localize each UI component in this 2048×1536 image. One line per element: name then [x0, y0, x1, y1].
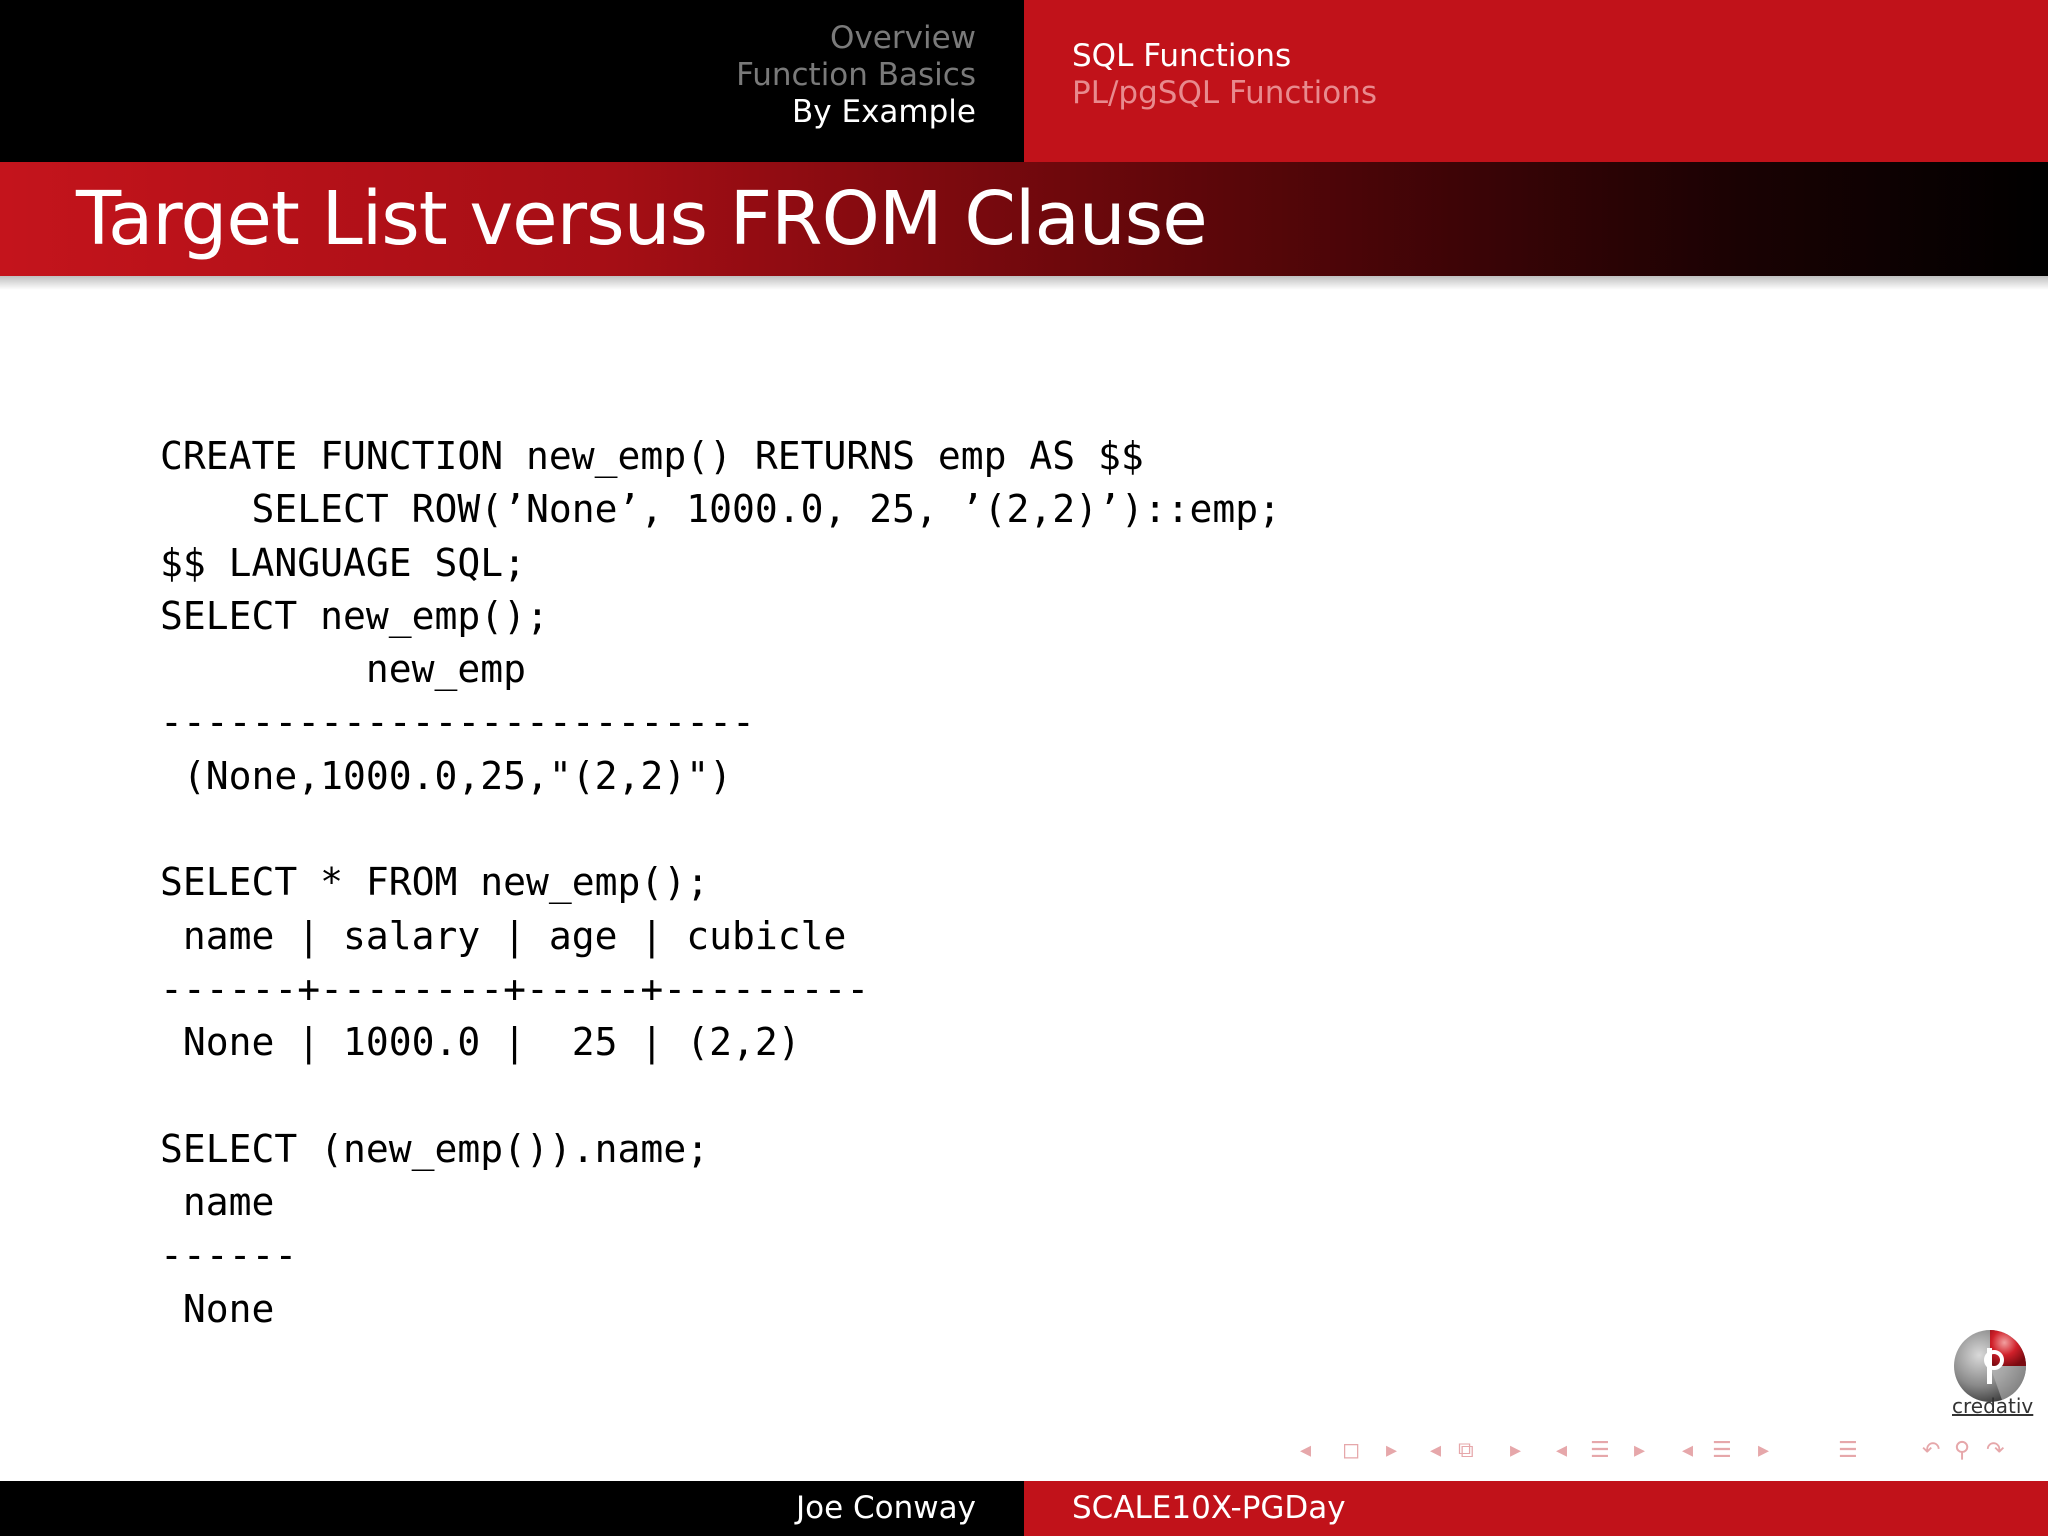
- title-bar: [0, 162, 2048, 276]
- code-line: new_emp: [160, 647, 527, 692]
- code-line: SELECT new_emp();: [160, 593, 549, 638]
- code-line: (None,1000.0,25,"(2,2)"): [160, 753, 732, 798]
- code-line: SELECT * FROM new_emp();: [160, 860, 710, 905]
- appendix-icon[interactable]: ☰: [1838, 1438, 1858, 1463]
- code-line: ------+--------+-----+---------: [160, 966, 870, 1011]
- footer-author: Joe Conway: [796, 1490, 976, 1526]
- forward-icon[interactable]: ↷: [1986, 1438, 2005, 1463]
- subsection-prev-icon[interactable]: ◂: [1430, 1438, 1442, 1463]
- footer-author-box: [0, 1481, 1024, 1536]
- code-line: [160, 803, 1281, 856]
- nav-section-function-basics[interactable]: Function Basics: [736, 57, 976, 93]
- subsection-navigation: [1024, 0, 2048, 162]
- footer-event: SCALE10X-PGDay: [1072, 1490, 1346, 1526]
- frame-icon[interactable]: ◻: [1342, 1438, 1361, 1463]
- nav-subsection-sql-functions[interactable]: SQL Functions: [1072, 38, 1292, 74]
- back-icon[interactable]: ↶: [1922, 1438, 1941, 1463]
- subsection-icon[interactable]: ⧉: [1458, 1438, 1474, 1463]
- footer-event-box: [1024, 1481, 2048, 1536]
- document-next-icon[interactable]: ▸: [1758, 1438, 1770, 1463]
- beamer-navigation-symbols: [1300, 1436, 2040, 1466]
- code-line: $$ LANGUAGE SQL;: [160, 540, 527, 585]
- nav-section-by-example[interactable]: By Example: [792, 94, 976, 130]
- subsection-next-icon[interactable]: ▸: [1510, 1438, 1522, 1463]
- title-bar-shadow: [0, 276, 2048, 290]
- code-line: CREATE FUNCTION new_emp() RETURNS emp AS $$: [160, 434, 1144, 478]
- code-line: --------------------------: [160, 700, 755, 745]
- code-line: None: [160, 1286, 275, 1331]
- document-prev-icon[interactable]: ◂: [1682, 1438, 1694, 1463]
- code-line: name | salary | age | cubicle: [160, 913, 847, 958]
- code-line: None | 1000.0 | 25 | (2,2): [160, 1020, 801, 1065]
- code-line: ------: [160, 1233, 298, 1278]
- slide-title: Target List versus FROM Clause: [76, 176, 1207, 262]
- nav-subsection-plpgsql-functions[interactable]: PL/pgSQL Functions: [1072, 75, 1377, 111]
- header-navigation: [0, 0, 2048, 162]
- code-block: [160, 430, 1281, 1336]
- code-line: [160, 1070, 1281, 1123]
- section-prev-icon[interactable]: ◂: [1556, 1438, 1568, 1463]
- frame-prev-icon[interactable]: ◂: [1300, 1438, 1312, 1463]
- code-line: SELECT ROW(’None’, 1000.0, 25, ’(2,2)’)::emp;: [160, 487, 1282, 532]
- section-navigation: [0, 0, 1024, 162]
- nav-section-overview[interactable]: Overview: [830, 20, 976, 56]
- section-icon[interactable]: ☰: [1590, 1438, 1610, 1463]
- search-icon[interactable]: ⚲: [1954, 1438, 1971, 1463]
- section-next-icon[interactable]: ▸: [1634, 1438, 1646, 1463]
- document-icon[interactable]: ☰: [1712, 1438, 1732, 1463]
- code-line: name: [160, 1180, 275, 1225]
- code-line: SELECT (new_emp()).name;: [160, 1126, 710, 1171]
- logo-wordmark: credativ: [1952, 1394, 2034, 1418]
- frame-next-icon[interactable]: ▸: [1386, 1438, 1398, 1463]
- footer: [0, 1481, 2048, 1536]
